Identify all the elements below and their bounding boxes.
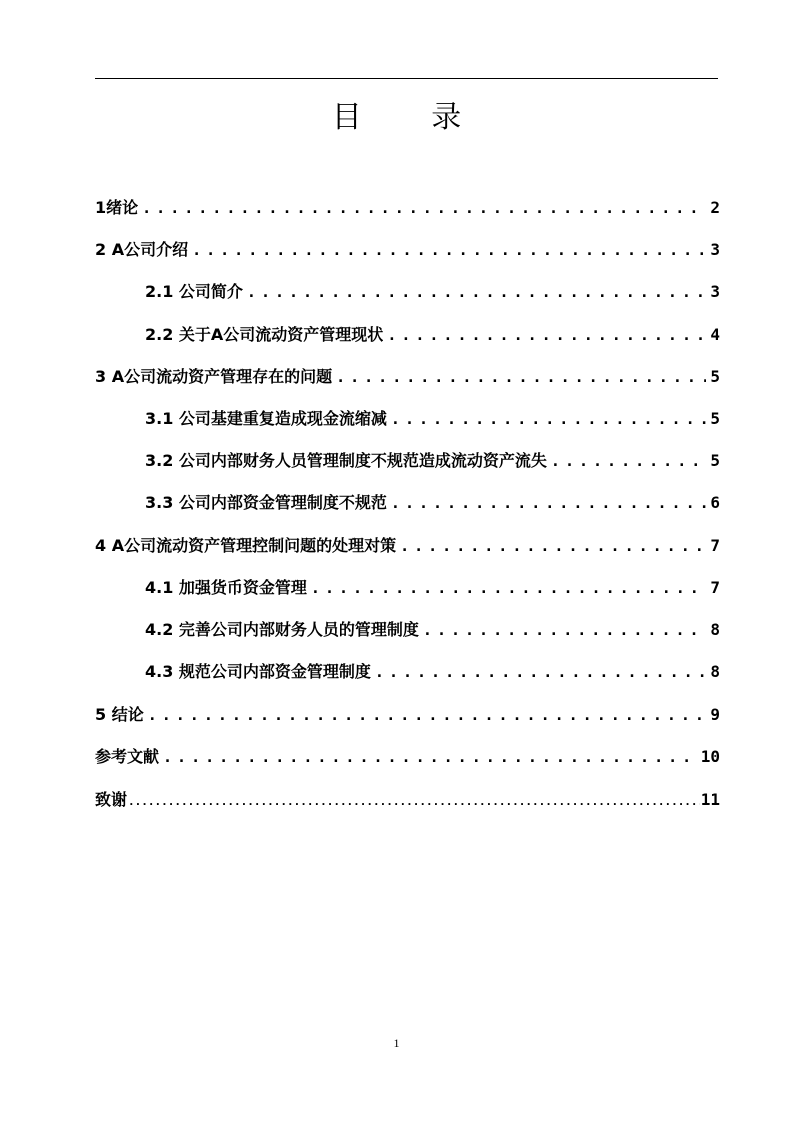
toc-entry-page: 5 <box>710 409 720 428</box>
toc-entry-2-2[interactable] <box>145 322 720 346</box>
toc-entry-page: 8 <box>710 662 720 681</box>
dot-leader <box>148 706 706 724</box>
toc-entry-text: 1绪论 <box>95 198 139 217</box>
toc-entry-page: 2 <box>710 198 720 217</box>
toc-entry-page: 8 <box>710 620 720 639</box>
toc-entry-3[interactable] <box>95 364 720 388</box>
toc-entry-5[interactable] <box>95 702 720 726</box>
toc-entry-page: 10 <box>700 747 720 766</box>
toc-entry-text: 3.1 公司基建重复造成现金流缩减 <box>145 409 387 428</box>
toc-entry-2-1[interactable] <box>145 279 720 303</box>
toc-entry-3-2[interactable] <box>145 448 720 472</box>
toc-entry-acknowledgements[interactable] <box>95 787 720 811</box>
toc-entry-text: 5 结论 <box>95 705 144 724</box>
toc-entry-3-3[interactable] <box>145 490 720 514</box>
toc-entry-text: 致谢 <box>95 790 128 809</box>
toc-entry-4[interactable] <box>95 533 720 557</box>
toc-entry-text: 3 A公司流动资产管理存在的问题 <box>95 367 333 386</box>
dot-leader <box>336 368 706 386</box>
toc-entry-text: 3.3 公司内部资金管理制度不规范 <box>145 493 387 512</box>
toc-entry-text: 2.1 公司简介 <box>145 282 243 301</box>
dot-leader <box>391 494 706 512</box>
toc-entry-text: 2 A公司介绍 <box>95 240 189 259</box>
dot-leader <box>192 241 706 259</box>
toc-entry-4-3[interactable] <box>145 659 720 683</box>
toc-entry-page: 4 <box>710 325 720 344</box>
dot-leader <box>128 795 700 808</box>
dot-leader <box>423 621 706 639</box>
toc-entry-4-1[interactable] <box>145 575 720 599</box>
header-rule <box>95 78 718 79</box>
dot-leader <box>247 283 706 301</box>
toc-entry-page: 7 <box>710 536 720 555</box>
toc-entry-text: 3.2 公司内部财务人员管理制度不规范造成流动资产流失 <box>145 451 547 470</box>
toc-entry-page: 5 <box>710 451 720 470</box>
toc-entry-text: 参考文献 <box>95 747 160 766</box>
dot-leader <box>551 452 706 470</box>
dot-leader <box>391 410 706 428</box>
toc-entry-page: 3 <box>710 240 720 259</box>
toc-entry-references[interactable] <box>95 744 720 768</box>
toc-entry-page: 6 <box>710 493 720 512</box>
page-number: 1 <box>393 1036 400 1050</box>
dot-leader <box>142 199 706 217</box>
toc-entry-page: 11 <box>700 790 720 809</box>
toc-entry-3-1[interactable] <box>145 406 720 430</box>
toc-entry-1[interactable] <box>95 195 720 219</box>
toc-entry-page: 5 <box>710 367 720 386</box>
toc-entry-text: 4.2 完善公司内部财务人员的管理制度 <box>145 620 419 639</box>
toc-entry-page: 9 <box>710 705 720 724</box>
toc-entry-page: 7 <box>710 578 720 597</box>
dot-leader <box>400 537 706 555</box>
toc-title: 目 录 <box>331 100 492 135</box>
dot-leader <box>311 579 706 597</box>
toc-entry-text: 4.1 加强货币资金管理 <box>145 578 307 597</box>
toc-entry-4-2[interactable] <box>145 617 720 641</box>
toc-entry-text: 2.2 关于A公司流动资产管理现状 <box>145 325 384 344</box>
dot-leader <box>387 326 706 344</box>
dot-leader <box>375 663 706 681</box>
dot-leader <box>163 748 697 766</box>
toc-entry-text: 4 A公司流动资产管理控制问题的处理对策 <box>95 536 397 555</box>
toc-entry-text: 4.3 规范公司内部资金管理制度 <box>145 662 371 681</box>
toc-entry-2[interactable] <box>95 237 720 261</box>
toc-entry-page: 3 <box>710 282 720 301</box>
